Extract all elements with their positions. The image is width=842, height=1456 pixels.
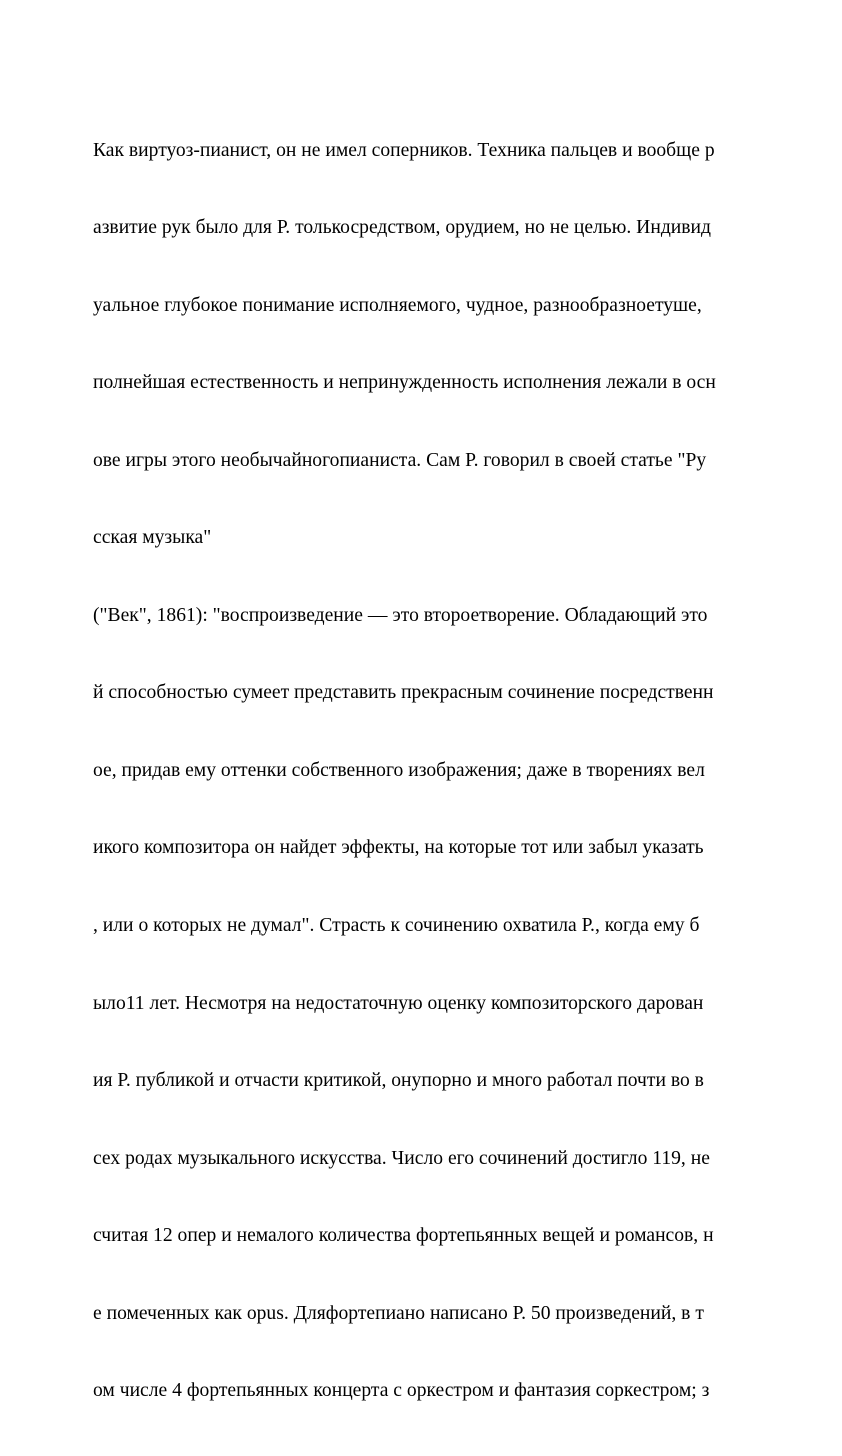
text-line: уальное глубокое понимание исполняемого, чудное, разнообразноетуше,	[93, 294, 702, 316]
text-line: ом числе 4 фортепьянных концерта с оркестром и фантазия соркестром; з	[93, 1380, 710, 1402]
text-line: азвитие рук было для Р. толькосредством, орудием, но не целью. Индивид	[93, 217, 711, 239]
text-line: Как виртуоз-пианист, он не имел соперников. Техника пальцев и вообще р	[93, 139, 715, 161]
text-line: й способностью сумеет представить прекрасным сочинение посредственн	[93, 682, 714, 704]
text-line: сех родах музыкального искусства. Число его сочинений достигло 119, не	[93, 1147, 710, 1169]
text-line: ия Р. публикой и отчасти критикой, онупорно и много работал почти во в	[93, 1070, 704, 1092]
text-line: е помеченных как opus. Дляфортепиано написано Р. 50 произведений, в т	[93, 1302, 704, 1324]
body-text	[93, 86, 803, 1456]
text-line: ыло11 лет. Несмотря на недостаточную оценку композиторского дарован	[93, 992, 704, 1014]
text-line: ове игры этого необычайногопианиста. Сам Р. говорил в своей статье "Ру	[93, 449, 707, 471]
text-line: , или о которых не думал". Страсть к сочинению охватила Р., когда ему б	[93, 915, 700, 936]
text-line: считая 12 опер и немалого количества фортепьянных вещей и романсов, н	[93, 1225, 714, 1247]
text-line: ("Век", 1861): "воспроизведение — это второетворение. Обладающий это	[93, 604, 708, 626]
text-line: полнейшая естественность и непринужденность исполнения лежали в осн	[93, 372, 716, 394]
text-line: сская музыка"	[93, 527, 212, 549]
text-line: ое, придав ему оттенки собственного изображения; даже в творениях вел	[93, 759, 705, 781]
text-line: икого композитора он найдет эффекты, на которые тот или забыл указать	[93, 837, 704, 859]
